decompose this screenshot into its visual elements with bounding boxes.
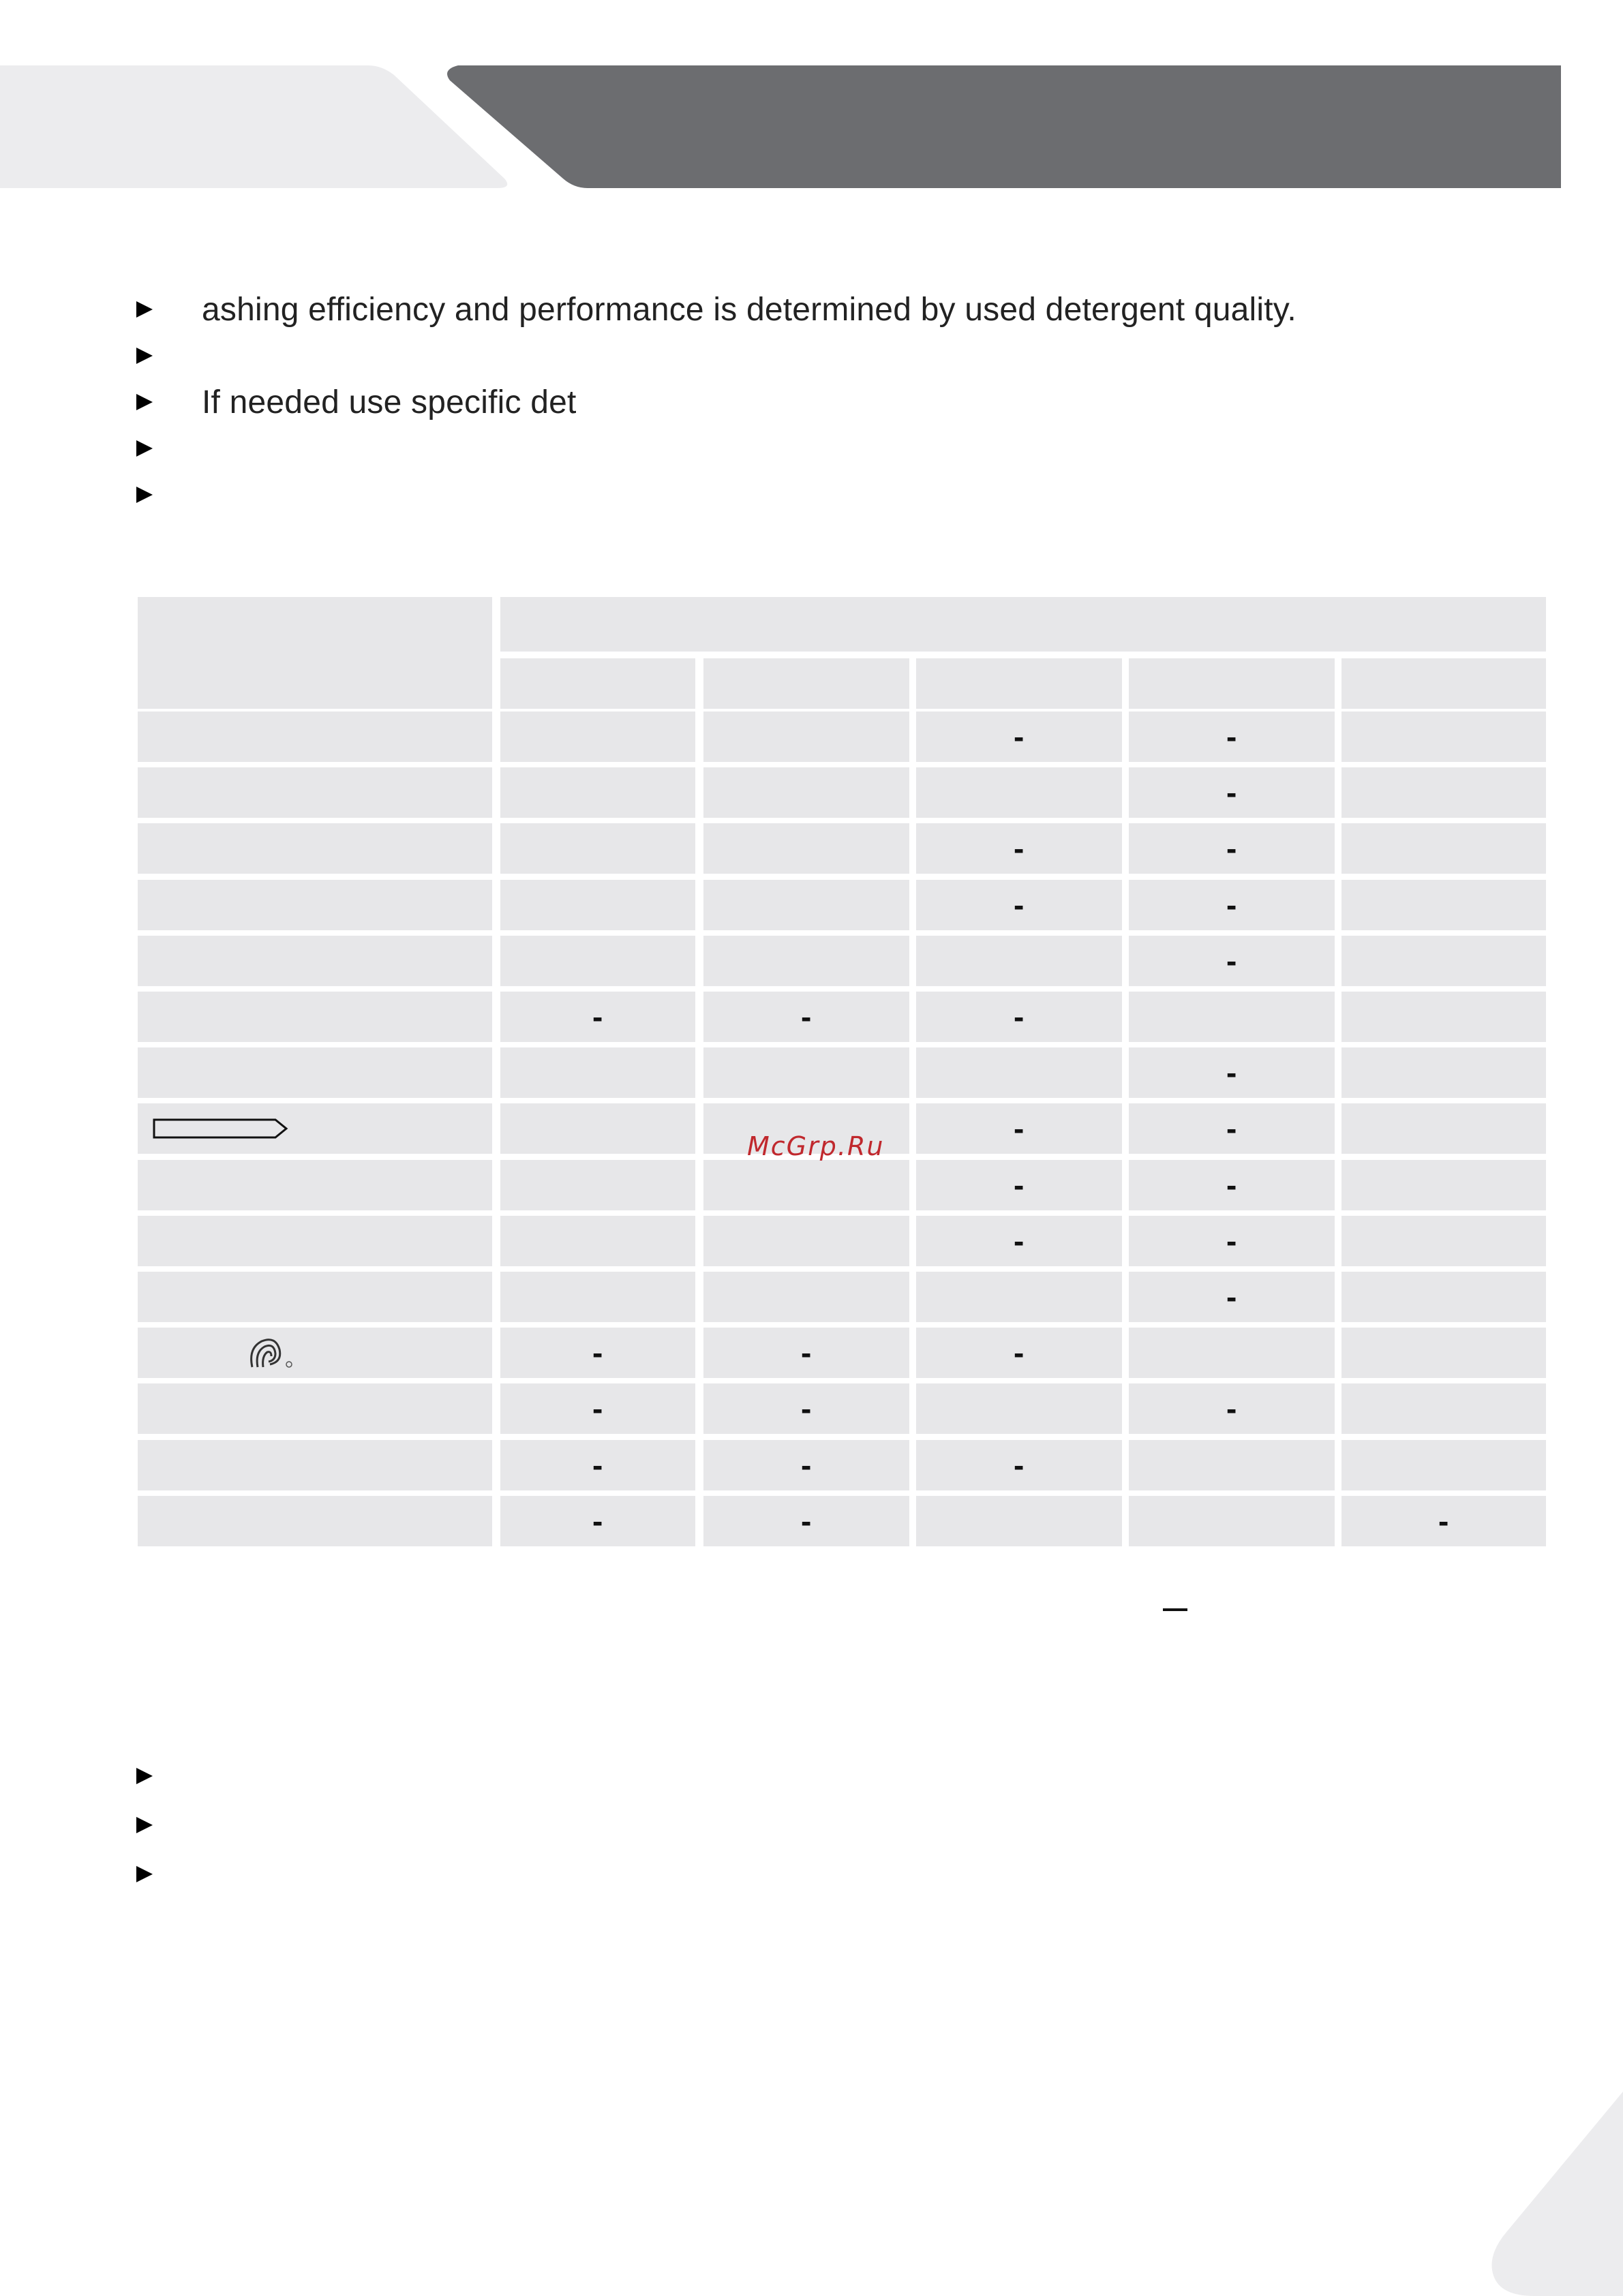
table-cell [500,1496,695,1546]
table-mark-dash: - [801,1448,812,1483]
table-cell [703,1383,909,1434]
table-cell [916,767,1122,818]
table-cell [703,1272,909,1322]
table-mark-dash: - [1014,831,1025,866]
bullet-item [136,472,1534,518]
table-cell [1341,880,1546,930]
table-cell [500,880,695,930]
bullet-text: ashing efficiency and performance is determined by used detergent quality. [202,291,1296,328]
table-row-label-cell [138,936,492,986]
table-cell [916,1160,1122,1210]
table-cell [703,1047,909,1098]
table-cell [500,767,695,818]
table-cell [1341,1272,1546,1322]
table-cell [916,1272,1122,1322]
table-mark-dash: - [1226,1167,1237,1203]
table-mark-dash: - [1226,831,1237,866]
table-cell [1129,823,1335,874]
table-cell [916,1383,1122,1434]
table-cell [916,1440,1122,1490]
tag-outline-icon [153,1103,296,1154]
table-mark-dash: - [1014,719,1025,754]
top-bullet-list [136,286,1534,518]
header-light-tab [0,65,507,188]
table-cell [1129,1160,1335,1210]
table-row-label-cell [138,1272,492,1322]
table-cell [703,767,909,818]
table-header-subcell [1129,658,1335,709]
table-cell [916,1496,1122,1546]
table-row-label-cell [138,711,492,762]
footnote-dash [1163,1608,1187,1611]
table-cell [703,1496,909,1546]
triangle-bullet-icon [136,394,153,410]
table-cell [916,992,1122,1042]
table-cell [500,936,695,986]
table-cell [1129,1328,1335,1378]
table-row-label-cell [138,1216,492,1266]
table-mark-dash: - [801,1391,812,1426]
table-mark-dash: - [1226,1055,1237,1090]
table-header-subcell [703,658,909,709]
table-cell [500,1272,695,1322]
table-cell [1129,1496,1335,1546]
table-row-label-cell [138,1328,492,1378]
table-mark-dash: - [801,1503,812,1539]
table-cell [703,711,909,762]
table-cell [1341,936,1546,986]
bullet-item [136,333,1534,379]
table-cell [1341,1383,1546,1434]
table-cell [500,711,695,762]
table-cell [916,711,1122,762]
table-cell [500,1328,695,1378]
table-mark-dash: - [1014,1223,1025,1259]
table-mark-dash: - [1438,1503,1449,1539]
table-cell [1341,1160,1546,1210]
triangle-bullet-icon [136,1866,153,1882]
table-row-label-cell [138,1440,492,1490]
table-row-label-cell [138,992,492,1042]
table-cell [1129,767,1335,818]
bullet-item [136,1751,1534,1801]
wool-mark-icon [245,1334,300,1373]
table-mark-dash: - [1014,1335,1025,1371]
table-cell [916,936,1122,986]
table-cell [916,880,1122,930]
table-cell [1341,1328,1546,1378]
table-mark-dash: - [592,1391,603,1426]
table-mark-dash: - [592,999,603,1035]
table-cell [500,1160,695,1210]
table-cell [1341,767,1546,818]
table-cell [1341,1216,1546,1266]
bullet-item [136,286,1534,333]
watermark-text: McGrp.Ru [747,1131,885,1161]
table-mark-dash: - [1014,1167,1025,1203]
table-mark-dash: - [1226,775,1237,810]
triangle-bullet-icon [136,1817,153,1833]
table-mark-dash: - [1226,1391,1237,1426]
table-cell [1341,711,1546,762]
table-cell [1341,1440,1546,1490]
table-cell [703,880,909,930]
table-cell [703,1328,909,1378]
triangle-bullet-icon [136,440,153,457]
bullet-text: If needed use specific det [202,384,577,420]
table-mark-dash: - [1226,1111,1237,1146]
triangle-bullet-icon [136,1768,153,1784]
table-mark-dash: - [1226,887,1237,923]
table-mark-dash: - [1226,1279,1237,1315]
table-row-label-cell [138,1160,492,1210]
table-mark-dash: - [592,1503,603,1539]
page-header-banner [0,0,1623,204]
table-cell [1129,936,1335,986]
table-cell [1129,1272,1335,1322]
bottom-bullet-list [136,1751,1534,1899]
table-cell [1129,992,1335,1042]
bullet-item [136,1801,1534,1850]
table-row-label-cell [138,1496,492,1546]
table-mark-dash: - [592,1335,603,1371]
table-cell [500,1216,695,1266]
table-cell [703,1440,909,1490]
table-row-label-cell [138,767,492,818]
table-cell [916,1328,1122,1378]
table-cell [703,1160,909,1210]
table-cell [1129,1047,1335,1098]
table-cell [916,1216,1122,1266]
table-row-label-cell [138,823,492,874]
table-cell [1341,823,1546,874]
table-row-label-cell [138,880,492,930]
table-header-subcell [916,658,1122,709]
triangle-bullet-icon [136,348,153,364]
table-cell [1129,880,1335,930]
table-cell [916,1047,1122,1098]
table-mark-dash: - [801,999,812,1035]
table-mark-dash: - [1014,1448,1025,1483]
table-cell [500,1440,695,1490]
table-cell [1341,992,1546,1042]
triangle-bullet-icon [136,487,153,503]
corner-decoration [1473,2092,1623,2296]
table-cell [703,1216,909,1266]
table-cell [500,823,695,874]
table-cell [500,1103,695,1154]
table-cell [1129,711,1335,762]
table-cell [1341,1103,1546,1154]
table-cell [500,1047,695,1098]
table-cell [500,992,695,1042]
detergent-table [138,597,1556,1552]
table-mark-dash: - [1226,719,1237,754]
table-header-group-cell [500,597,1546,652]
table-cell [1341,1047,1546,1098]
table-header-label-cell [138,597,492,709]
table-cell [1129,1103,1335,1154]
bullet-item [136,425,1534,472]
table-cell [1129,1216,1335,1266]
table-cell [703,823,909,874]
triangle-bullet-icon [136,301,153,318]
header-dark-bar [447,65,1561,188]
table-cell [703,936,909,986]
table-mark-dash: - [1226,1223,1237,1259]
table-cell [500,1383,695,1434]
bullet-item [136,1850,1534,1899]
table-cell [916,1103,1122,1154]
table-header-subcell [1341,658,1546,709]
table-mark-dash: - [592,1448,603,1483]
table-row-label-cell [138,1047,492,1098]
table-mark-dash: - [1014,1111,1025,1146]
table-cell [703,992,909,1042]
table-mark-dash: - [1226,943,1237,979]
table-header-subcell [500,658,695,709]
table-mark-dash: - [1014,887,1025,923]
table-row-label-cell [138,1103,492,1154]
table-cell [916,823,1122,874]
bullet-item [136,379,1534,425]
table-mark-dash: - [801,1335,812,1371]
table-row-label-cell [138,1383,492,1434]
table-mark-dash: - [1014,999,1025,1035]
table-cell [1129,1440,1335,1490]
table-cell [1341,1496,1546,1546]
table-cell [1129,1383,1335,1434]
